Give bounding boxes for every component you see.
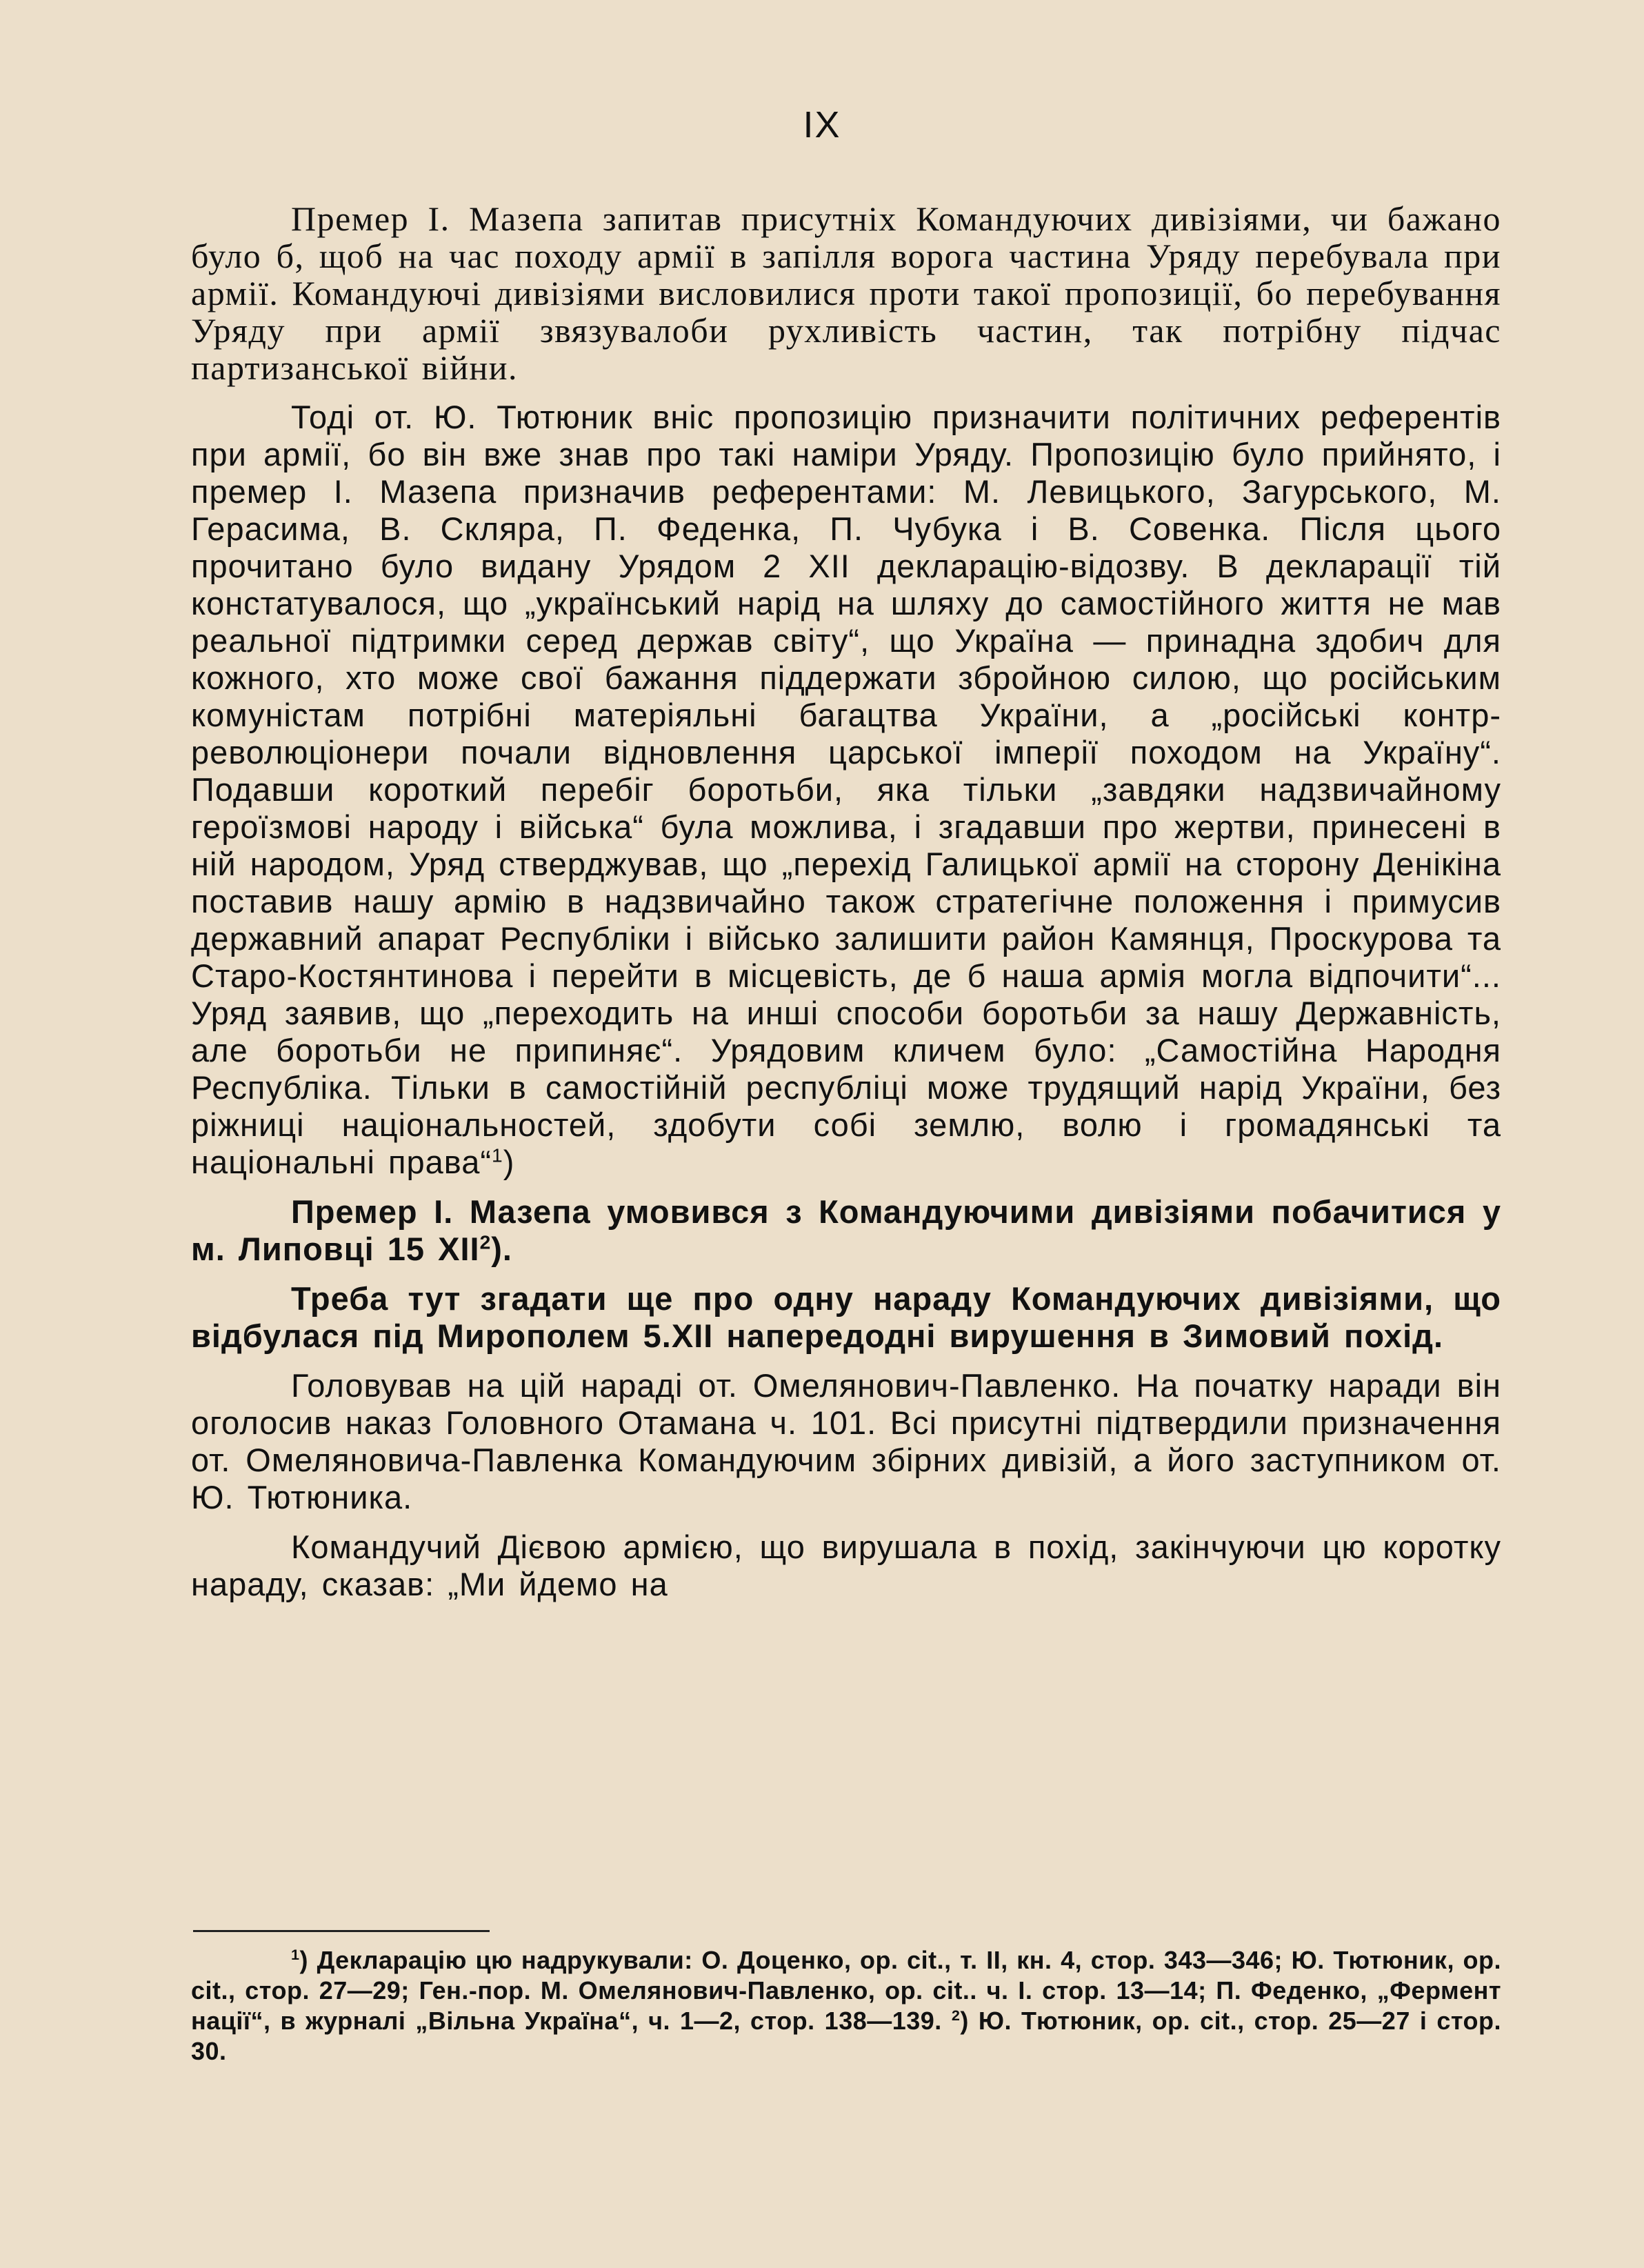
paragraph-1: Премер І. Мазепа запитав присутніх Командуючих дивізіями, чи бажано було б, щоб на час походу армії в запілля ворога частина Уряду перебувала при армії. Командуючі дивізіями висловилися проти такої пропозиції, бо перебування Уряду при армії звязувалоби рухливість частин, так потрібну підчас партизанської війни. — [191, 199, 1501, 387]
paragraph-5: Головував на цій нараді от. Омелянович-Павленко. На початку наради він оголосив наказ Головного Отамана ч. 101. Всі присутні підтвердили призначення от. Омеляновича-Павленка Командуючим збірних дивізій, а його заступником от. Ю. Тютюника. — [191, 1367, 1501, 1515]
paragraph-2 — [191, 399, 1501, 1181]
paragraph-2-text: Тоді от. Ю. Тютюник вніс пропозицію призначити політичних референтів при армії, бо він вже знав про такі наміри Уряду. Пропозицію було прийнято, і премер І. Мазепа призначив референтами: М. Левицького, Загурського, М. Герасима, В. Скляра, П. Феденка, П. Чубука і В. Совенка. Після цього прочитано було видану Урядом 2 XII декларацію-відозву. В декларації тій констатувалося, що „український нарід на шляху до самостійного життя не мав реальної підтримки серед держав світу“, що Україна — принадна здобич для кожного, хто може свої бажання піддержати збройною силою, що російським комуністам потрібні матеріяльні багацтва України, а „російські контр-революціонери почали відновлення царської імперії походом на Україну“. Подавши короткий перебіг боротьби, яка тільки „завдяки надзвичайному героїзмові народу і війська“ була можлива, і згадавши про жертви, принесені в ній народом, Уряд стверджував, що „перехід Галицької армії на сторону Денікіна поставив нашу армію в надзвичайно також стратегічне положення і примусив державний апарат Республіки і військо залишити район Камянця, Проскурова та Старо-Костянтинова і перейти в місцевість, де б наша армія могла відпочити“... Уряд заявив, що „переходить на инші способи боротьби за нашу Державність, але боротьби не припиняє“. Урядовим кличем було: „Самостійна Народня Республіка. Тільки в самостійній республіці може трудящий нарід України, без ріжниці національностей, здобути собі землю, волю і громадянські та національні права“ — [191, 399, 1501, 1180]
footnote-ref-1: 1 — [492, 1144, 503, 1166]
paragraph-3-text: Премер І. Мазепа умовився з Командуючими дивізіями побачитися у м. Липовці 15 XII — [191, 1193, 1501, 1267]
paragraph-6: Командучий Дієвою армією, що вирушала в похід, закінчуючи цю коротку нараду, сказав: „Ми йдемо на — [191, 1529, 1501, 1602]
paragraph-3 — [191, 1193, 1501, 1268]
footnote-divider — [193, 1930, 490, 1932]
paragraph-3-tail: ). — [491, 1231, 512, 1267]
footnote-mark-2: 2 — [951, 2007, 961, 2024]
page-number: IX — [803, 104, 841, 146]
footnote-mark-1: 1 — [291, 1946, 300, 1963]
footnote-2: ) Ю. Тютюник, ор. cit., стор. 25—27 і стор. 30. — [191, 2007, 1501, 2065]
body-text — [191, 200, 1501, 1615]
footnotes — [191, 1945, 1501, 2067]
footnote-ref-2: 2 — [479, 1231, 492, 1253]
paragraph-2-tail: ) — [503, 1144, 515, 1180]
footnote-1: ) Декларацію цю надрукували: О. Доценко, ор. cit., т. II, кн. 4, стор. 343—346; Ю. Тютюник, ор. cit., стор. 27—29; Ген.-пор. М. Омелянович-Павленко, ор. cit.. ч. І. стор. 13—14; П. Феденко, „Фермент нації“, в журналі „Вільна Україна“, ч. 1—2, стор. 138—139. — [191, 1946, 1501, 2035]
paragraph-4: Треба тут згадати ще про одну нараду Командуючих дивізіями, що відбулася під Мирополем 5.XII напередодні вирушення в Зимовий похід. — [191, 1280, 1501, 1354]
